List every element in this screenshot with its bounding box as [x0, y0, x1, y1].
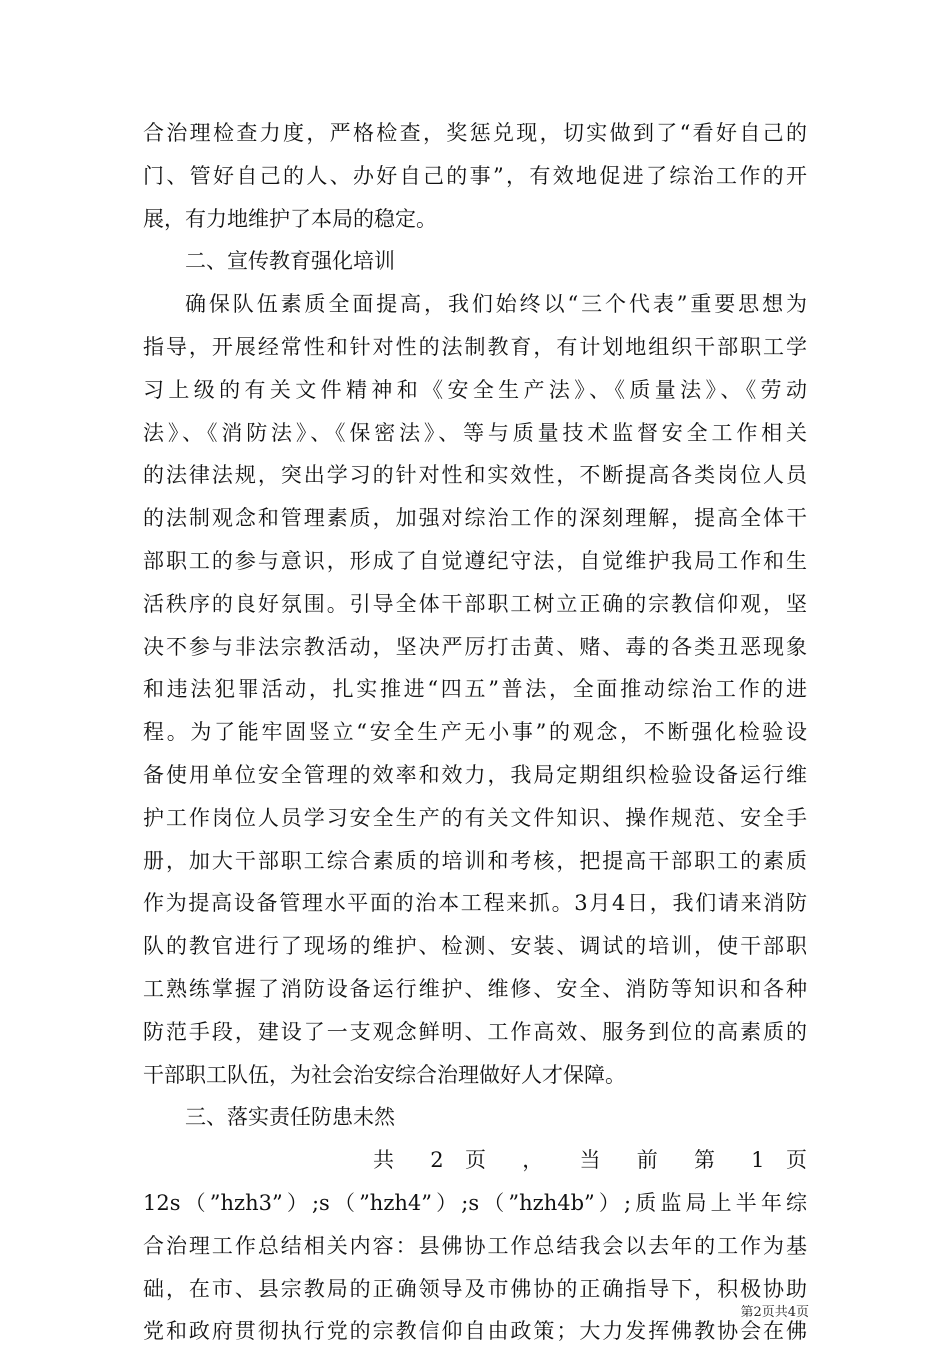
text-line: 12s（”hzh3”）;s（”hzh4”）;s（”hzh4b”）;质监局上半年综 — [143, 1190, 807, 1215]
text-line: 习上级的有关文件精神和《安全生产法》、《质量法》、《劳动 — [143, 377, 807, 402]
text-line: 合治理检查力度，严格检查，奖惩兑现，切实做到了“看好自己的 — [143, 121, 807, 145]
page-counter-line: 共 2 页 ， 当 前 第 1 页 — [373, 1148, 807, 1173]
section-heading: 二、宣传教育强化培训 — [185, 249, 395, 274]
page-footer: 第2页共4页 — [740, 1305, 809, 1320]
text-line: 决不参与非法宗教活动，坚决严厉打击黄、赌、毒的各类丑恶现象 — [143, 634, 807, 659]
text-line: 确保队伍素质全面提高，我们始终以“三个代表”重要思想为 — [185, 292, 807, 317]
text-line: 册，加大干部职工综合素质的培训和考核，把提高干部职工的素质 — [143, 848, 807, 873]
text-line: 防范手段，建设了一支观念鲜明、工作高效、服务到位的高素质的 — [143, 1019, 807, 1044]
text-line: 础，在市、县宗教局的正确领导及市佛协的正确指导下，积极协助 — [143, 1276, 807, 1301]
text-line: 展，有力地维护了本局的稳定。 — [143, 206, 437, 231]
document-body — [143, 112, 807, 1353]
text-line: 的法制观念和管理素质，加强对综治工作的深刻理解，提高全体干 — [143, 506, 807, 531]
text-line: 合治理工作总结相关内容：县佛协工作总结我会以去年的工作为基 — [143, 1233, 807, 1258]
text-line: 指导，开展经常性和针对性的法制教育，有计划地组织干部职工学 — [143, 334, 807, 359]
text-line: 工熟练掌握了消防设备运行维护、维修、安全、消防等知识和各种 — [143, 976, 807, 1001]
text-line: 活秩序的良好氛围。引导全体干部职工树立正确的宗教信仰观，坚 — [143, 591, 807, 616]
text-line: 队的教官进行了现场的维护、检测、安装、调试的培训，使干部职 — [143, 934, 807, 959]
text-line: 作为提高设备管理水平面的治本工程来抓。3月4日，我们请来消防 — [143, 891, 807, 916]
text-line: 法》、《消防法》、《保密法》、等与质量技术监督安全工作相关 — [143, 420, 807, 445]
text-line: 和违法犯罪活动，扎实推进“四五”普法，全面推动综治工作的进 — [143, 677, 807, 702]
section-heading: 三、落实责任防患未然 — [185, 1105, 395, 1130]
text-line: 的法律法规，突出学习的针对性和实效性，不断提高各类岗位人员 — [143, 463, 807, 488]
text-line: 备使用单位安全管理的效率和效力，我局定期组织检验设备运行维 — [143, 762, 807, 787]
text-line: 门、管好自己的人、办好自己的事”，有效地促进了综治工作的开 — [143, 163, 807, 188]
text-line: 部职工的参与意识，形成了自觉遵纪守法，自觉维护我局工作和生 — [143, 548, 807, 573]
text-line: 干部职工队伍，为社会治安综合治理做好人才保障。 — [143, 1062, 626, 1087]
text-line: 党和政府贯彻执行党的宗教信仰自由政策；大力发挥佛教协会在佛 — [143, 1319, 807, 1344]
text-line: 护工作岗位人员学习安全生产的有关文件知识、操作规范、安全手 — [143, 805, 807, 830]
text-line: 程。为了能牢固竖立“安全生产无小事”的观念，不断强化检验设 — [143, 720, 807, 745]
